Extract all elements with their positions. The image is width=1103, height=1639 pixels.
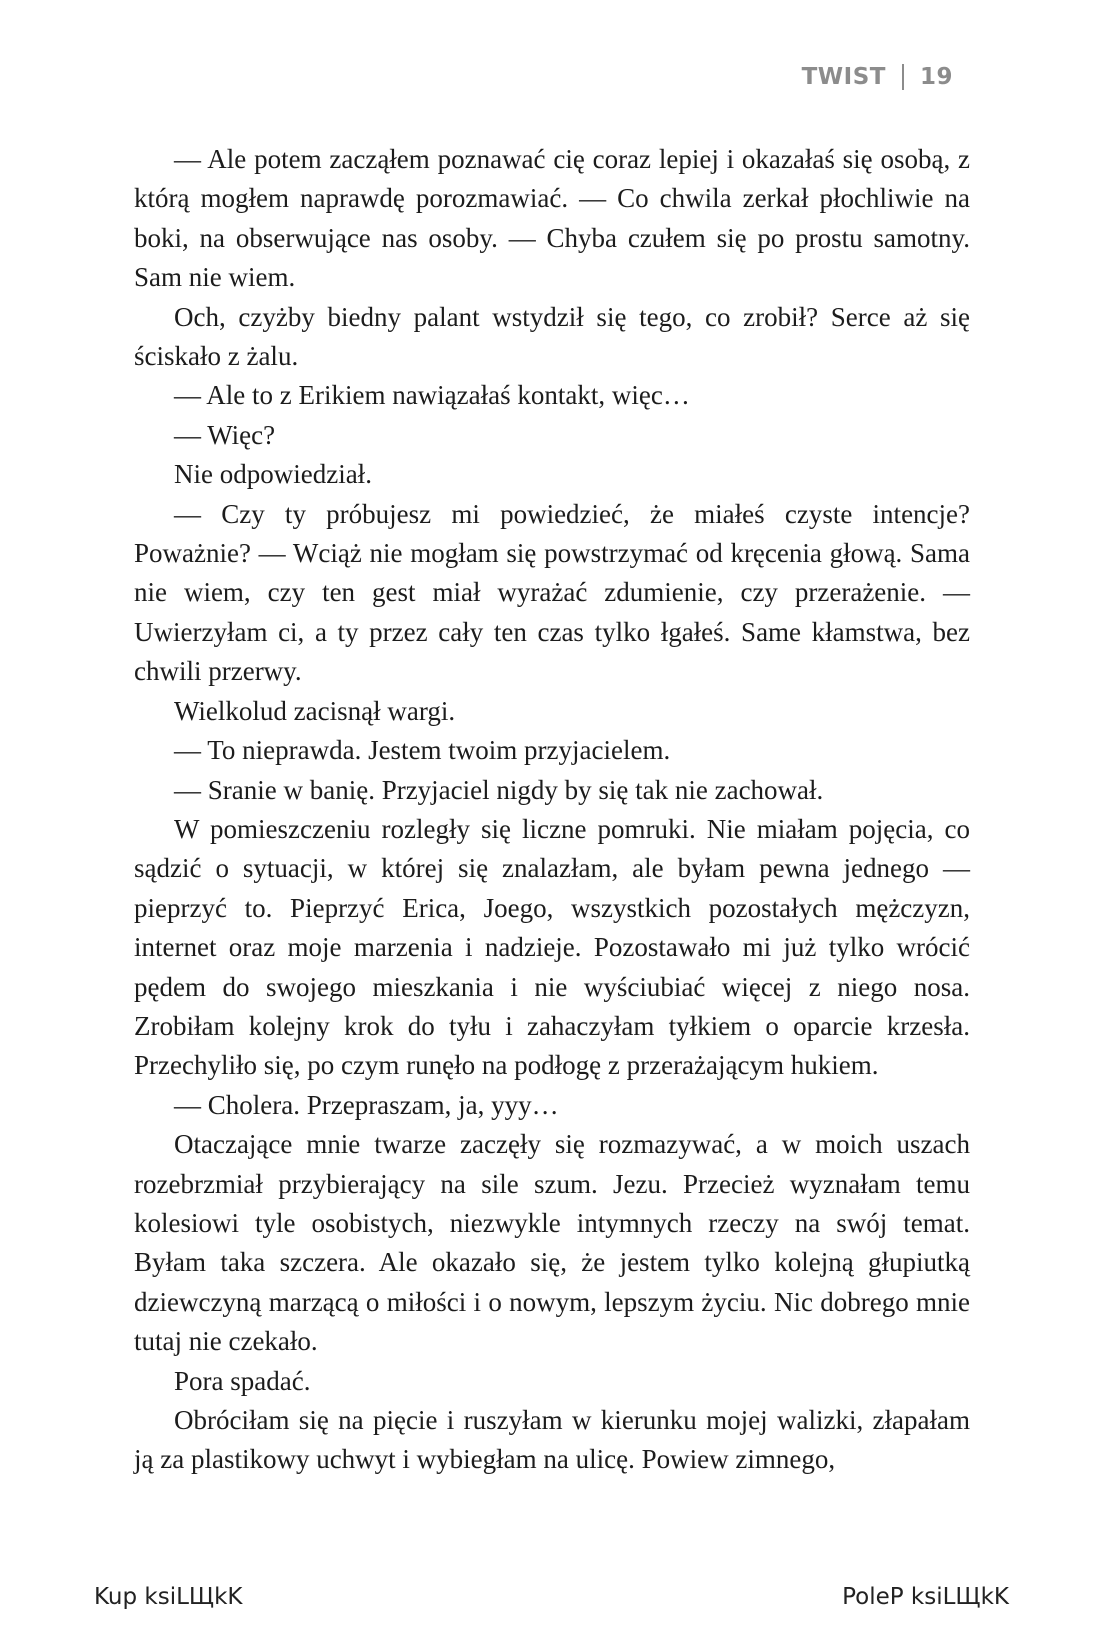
paragraph: — Sranie w banię. Przyjaciel nigdy by się tak nie zachował. [174, 774, 824, 805]
paragraph: Wielkolud zacisnął wargi. [174, 695, 456, 726]
paragraph: — Cholera. Przepraszam, ja, yyy… [174, 1089, 559, 1120]
paragraph: — Ale potem zacząłem poznawać cię coraz lepiej i okazałaś się osobą, z którą mogłem naprawdę porozmawiać. — Co chwila zerkał płochliwie na boki, na obserwujące nas osoby. — Chyba czułem się po prostu samotny. Sam nie wiem. [134, 144, 970, 293]
paragraph: Otaczające mnie twarze zaczęły się rozmazywać, a w moich uszach rozebrzmiał przybierający na sile szum. Jezu. Przecież wyznałam temu kolesiowi tyle osobistych, niezwykle intymnych rzeczy na swój temat. Byłam taka szczera. Ale okazało się, że jestem tylko kolejną głupiutką dziewczyną marzącą o miłości i o nowym, lepszym życiu. Nic dobrego mnie tutaj nie czekało. [134, 1129, 970, 1357]
paragraph: Obróciłam się na pięcie i ruszyłam w kierunku mojej walizki, złapałam ją za plastikowy uchwyt i wybiegłam na ulicę. Powiew zimnego, [134, 1405, 970, 1475]
page-number: 19 [919, 64, 953, 90]
footer [94, 1584, 1009, 1610]
recommend-book-link[interactable]: PoleP ksiLЩkK [842, 1584, 1009, 1610]
running-head [802, 64, 953, 90]
paragraph: — To nieprawda. Jestem twoim przyjacielem. [174, 735, 671, 766]
header-divider [902, 64, 904, 90]
paragraph: — Czy ty próbujesz mi powiedzieć, że miałeś czyste intencje? Poważnie? — Wciąż nie mogłam się powstrzymać od kręcenia głową. Sama nie wiem, czy ten gest miał wyrażać zdumienie, czy przerażenie. — Uwierzyłam ci, a ty przez cały ten czas tylko łgałeś. Same kłamstwa, bez chwili przerwy. [134, 498, 970, 687]
book-title: TWIST [801, 64, 886, 90]
paragraph: Pora spadać. [174, 1365, 311, 1396]
paragraph: Nie odpowiedział. [174, 459, 372, 490]
paragraph: — Więc? [174, 419, 276, 450]
paragraph: W pomieszczeniu rozległy się liczne pomruki. Nie miałam pojęcia, co sądzić o sytuacji, w której się znalazłam, ale byłam pewna jednego — pieprzyć to. Pieprzyć Erica, Joego, wszystkich pozostałych mężczyzn, internet oraz moje marzenia i nadzieje. Pozostawało mi już tylko wrócić pędem do swojego mieszkania i nie wyściubiać więcej z niego nosa. Zrobiłam kolejny krok do tyłu i zahaczyłam tyłkiem o oparcie krzesła. Przechyliło się, po czym runęło na podłogę z przerażającym hukiem. [134, 813, 970, 1081]
body-text [134, 140, 970, 1480]
paragraph: — Ale to z Erikiem nawiązałaś kontakt, więc… [174, 380, 690, 411]
buy-book-link[interactable]: Kup ksiLЩkK [94, 1584, 243, 1610]
paragraph: Och, czyżby biedny palant wstydził się tego, co zrobił? Serce aż się ściskało z żalu. [134, 301, 970, 372]
